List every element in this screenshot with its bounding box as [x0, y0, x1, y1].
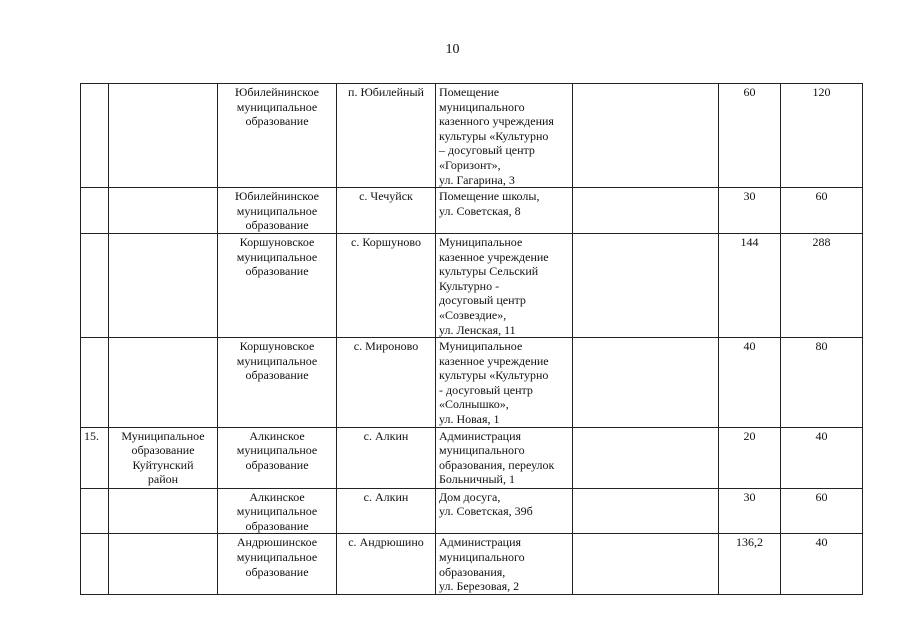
table-row	[81, 427, 863, 488]
district-cell	[109, 188, 218, 234]
row-number-cell	[81, 233, 109, 337]
venue-cell: Дом досуга, ул. Советская, 39б	[436, 488, 573, 534]
venue-cell: Администрация муниципального образования, переулок Больничный, 1	[436, 427, 573, 488]
page-number: 10	[445, 42, 460, 57]
municipality-cell: Коршуновское муниципальное образование	[218, 338, 337, 428]
value-2-cell: 60	[781, 188, 863, 234]
settlement-cell: с. Мироново	[337, 338, 436, 428]
row-number-cell: 15.	[81, 427, 109, 488]
table-row	[81, 188, 863, 234]
empty-cell	[573, 427, 719, 488]
table-row	[81, 338, 863, 428]
district-cell: Муниципальное образование Куйтунский район	[109, 427, 218, 488]
value-1-cell: 60	[719, 84, 781, 188]
venue-cell: Муниципальное казенное учреждение культуры Сельский Культурно - досуговый центр «Созвездие», ул. Ленская, 11	[436, 233, 573, 337]
venues-table	[80, 83, 863, 595]
settlement-cell: с. Алкин	[337, 427, 436, 488]
value-2-cell: 40	[781, 534, 863, 594]
value-1-cell: 144	[719, 233, 781, 337]
venue-cell: Помещение муниципального казенного учреждения культуры «Культурно – досуговый центр «Горизонт», ул. Гагарина, 3	[436, 84, 573, 188]
value-1-cell: 136,2	[719, 534, 781, 594]
settlement-cell: с. Алкин	[337, 488, 436, 534]
municipality-cell: Юбилейнинское муниципальное образование	[218, 188, 337, 234]
empty-cell	[573, 84, 719, 188]
empty-cell	[573, 338, 719, 428]
table-row	[81, 488, 863, 534]
empty-cell	[573, 233, 719, 337]
value-2-cell: 80	[781, 338, 863, 428]
row-number-cell	[81, 488, 109, 534]
district-cell	[109, 84, 218, 188]
municipality-cell: Коршуновское муниципальное образование	[218, 233, 337, 337]
value-1-cell: 20	[719, 427, 781, 488]
table-row	[81, 534, 863, 594]
district-cell	[109, 534, 218, 594]
venue-cell: Муниципальное казенное учреждение культуры «Культурно - досуговый центр «Солнышко», ул. Новая, 1	[436, 338, 573, 428]
table-row	[81, 233, 863, 337]
settlement-cell: с. Чечуйск	[337, 188, 436, 234]
settlement-cell: с. Коршуново	[337, 233, 436, 337]
municipality-cell: Алкинское муниципальное образование	[218, 427, 337, 488]
value-1-cell: 40	[719, 338, 781, 428]
table-row	[81, 84, 863, 188]
row-number-cell	[81, 338, 109, 428]
settlement-cell: с. Андрюшино	[337, 534, 436, 594]
district-cell	[109, 233, 218, 337]
district-cell	[109, 488, 218, 534]
empty-cell	[573, 188, 719, 234]
municipality-cell: Алкинское муниципальное образование	[218, 488, 337, 534]
venue-cell: Помещение школы, ул. Советская, 8	[436, 188, 573, 234]
settlement-cell: п. Юбилейный	[337, 84, 436, 188]
municipality-cell: Андрюшинское муниципальное образование	[218, 534, 337, 594]
value-2-cell: 40	[781, 427, 863, 488]
district-cell	[109, 338, 218, 428]
value-2-cell: 60	[781, 488, 863, 534]
row-number-cell	[81, 534, 109, 594]
value-2-cell: 120	[781, 84, 863, 188]
municipality-cell: Юбилейнинское муниципальное образование	[218, 84, 337, 188]
row-number-cell	[81, 84, 109, 188]
value-1-cell: 30	[719, 488, 781, 534]
venue-cell: Администрация муниципального образования, ул. Березовая, 2	[436, 534, 573, 594]
row-number-cell	[81, 188, 109, 234]
empty-cell	[573, 534, 719, 594]
value-2-cell: 288	[781, 233, 863, 337]
value-1-cell: 30	[719, 188, 781, 234]
empty-cell	[573, 488, 719, 534]
